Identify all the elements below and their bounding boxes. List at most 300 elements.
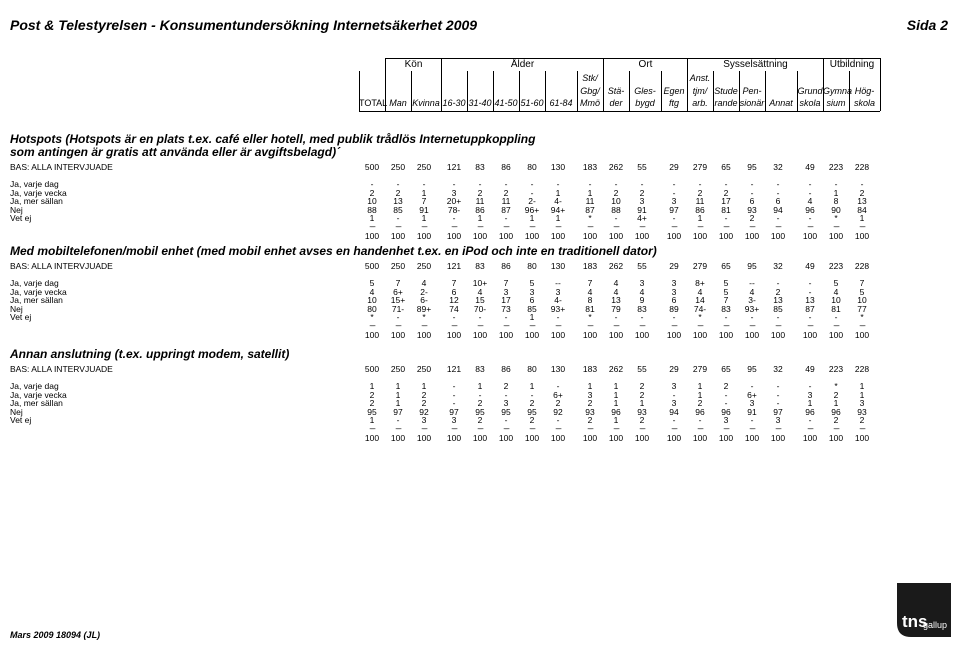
base-cell: 32 [773,261,783,271]
table-cell: - [672,389,676,400]
table-cell: 1 [859,213,865,224]
total-cell: 100 [416,231,432,241]
table-cell: 2 [639,187,645,198]
table-cell: 3- [748,295,756,306]
table-cell: 5 [833,278,839,288]
table-cell: 97 [669,204,679,215]
separator-dashes: ---- [671,224,677,231]
table-cell: 13 [805,295,815,306]
group-header: Sysselsättning [687,58,824,72]
table-cell: 93 [585,406,595,417]
table-cell: - [750,381,754,391]
table-cell: 13 [611,295,621,306]
table-cell: 87 [585,204,595,215]
table-cell: 3 [671,286,677,297]
base-cell: 250 [390,364,406,374]
separator-dashes: ---- [529,323,535,330]
base-cell: 223 [828,364,844,374]
table-cell: 96 [611,406,621,417]
column-header-line3: 61-84 [549,98,573,108]
total-cell: 100 [550,330,566,340]
table-cell: 1 [613,398,619,409]
table-cell: 2 [421,398,427,409]
column-header-line3: der [609,98,623,108]
table-cell: 12 [449,295,459,306]
table-cell: 5 [369,278,375,288]
base-cell: 32 [773,162,783,172]
table-cell: 1 [529,381,535,391]
table-cell: 4 [369,286,375,297]
table-cell: 7 [587,278,593,288]
table-cell: 2 [775,286,781,297]
table-cell: 1 [555,187,561,198]
table-cell: 89+ [416,303,432,314]
table-cell: - [556,179,560,189]
table-cell: - [640,312,644,323]
table-cell: 2 [639,381,645,391]
table-cell: 85 [393,204,403,215]
table-cell: 6 [749,196,755,207]
base-cell: 250 [416,261,432,271]
base-cell: 29 [669,364,679,374]
table-cell: 1 [613,389,619,400]
base-cell: 228 [854,261,870,271]
table-cell: - [776,187,780,198]
table-cell: - [530,187,534,198]
total-cell: 100 [364,433,380,443]
table-cell: - [452,213,456,224]
table-cell: 10 [831,295,841,306]
table-cell: 4 [421,278,427,288]
separator-dashes: ---- [369,323,375,330]
table-cell: * [698,312,702,323]
row-label: Ja, varje dag [10,179,59,189]
table-cell: 3 [421,415,427,426]
total-cell: 100 [416,433,432,443]
table-cell: 88 [611,204,621,215]
total-cell: 100 [498,330,514,340]
base-cell: 250 [390,261,406,271]
total-cell: 100 [634,330,650,340]
table-cell: 11 [695,196,705,207]
base-cell: 55 [637,261,647,271]
page-number: Sida 2 [906,17,948,33]
table-cell: 2 [477,187,483,198]
table-cell: 96+ [524,204,540,215]
separator-dashes: ---- [833,224,839,231]
base-cell: 29 [669,162,679,172]
table-cell: 2 [395,187,401,198]
table-cell: - [776,389,780,400]
separator-dashes: ---- [859,323,865,330]
separator-dashes: ---- [451,323,457,330]
table-cell: 3 [451,415,457,426]
base-cell: 55 [637,162,647,172]
table-cell: 97 [773,406,783,417]
separator-dashes: ---- [421,224,427,231]
total-cell: 100 [524,433,540,443]
table-cell: - [640,179,644,189]
table-cell: - [750,187,754,198]
table-cell: -- [555,278,561,288]
base-cell: 250 [416,162,432,172]
table-cell: 95 [501,406,511,417]
table-cell: 17 [721,196,731,207]
table-cell: - [808,312,812,323]
total-cell: 100 [390,330,406,340]
base-cell: 228 [854,162,870,172]
base-cell: 80 [527,162,537,172]
column-header-line2: Stude [714,86,738,96]
table-cell: 1 [697,213,703,224]
table-cell: 4 [639,286,645,297]
column-header-line3: rande [714,98,738,108]
table-cell: 2 [477,398,483,409]
column-header-line2: Egen [663,86,685,96]
table-cell: 3 [451,187,457,198]
table-cell: * [422,312,426,323]
total-cell: 100 [634,231,650,241]
table-cell: - [776,398,780,409]
table-cell: - [504,213,508,224]
total-cell: 100 [744,433,760,443]
table-cell: 96 [695,406,705,417]
separator-dashes: ---- [775,426,781,433]
separator-dashes: ---- [555,323,561,330]
table-cell: 4 [697,286,703,297]
total-cell: 100 [770,231,786,241]
separator-dashes: ---- [671,323,677,330]
column-header-line2: tjm/ [692,86,708,96]
table-cell: - [724,389,728,400]
separator-dashes: ---- [555,224,561,231]
column-header-line3: 51-60 [520,98,544,108]
table-cell: 7 [451,278,457,288]
column-header-line3: ftg [668,98,679,108]
row-label: Vet ej [10,312,32,323]
separator-dashes: ---- [451,224,457,231]
base-cell: 86 [501,261,511,271]
table-cell: 2 [369,187,375,198]
table-cell: 3 [859,398,865,409]
table-cell: 95 [527,406,537,417]
table-cell: 3 [639,278,645,288]
column-header-line2: Gles- [634,86,656,96]
table-cell: - [698,415,702,426]
separator-dashes: ---- [421,426,427,433]
separator-dashes: ---- [529,224,535,231]
total-cell: 100 [828,231,844,241]
separator-dashes: ---- [503,323,509,330]
base-cell: 279 [692,364,708,374]
logo-text-tns: tns [902,612,928,631]
table-cell: 6 [529,295,535,306]
table-cell: * [588,312,592,323]
table-cell: 1 [613,415,619,426]
base-cell: 500 [364,162,380,172]
table-cell: 1 [587,381,593,391]
table-cell: 1 [697,381,703,391]
separator-dashes: ---- [639,224,645,231]
table-cell: 2 [477,415,483,426]
table-cell: 10 [857,295,867,306]
separator-dashes: ---- [395,323,401,330]
group-header: Ort [603,58,688,72]
table-cell: 9 [639,295,645,306]
column-header-line3: arb. [692,98,708,108]
table-cell: 2 [587,415,593,426]
table-cell: 2 [723,187,729,198]
column-header-line3: 16-30 [442,98,466,108]
total-cell: 100 [692,330,708,340]
separator-dashes: ---- [807,426,813,433]
table-cell: 3 [807,389,813,400]
table-cell: 2 [859,187,865,198]
separator-dashes: ---- [723,224,729,231]
separator-dashes: ---- [697,224,703,231]
column-header-line2: Gymna [823,86,853,96]
table-cell: - [556,415,560,426]
table-cell: 74 [449,303,459,314]
column-header-line2: Pen- [742,86,762,96]
table-cell: - [452,179,456,189]
table-cell: - [724,179,728,189]
table-cell: 2 [697,187,703,198]
table-cell: 78- [447,204,461,215]
base-cell: 95 [747,261,757,271]
table-cell: 5 [859,286,865,297]
total-cell: 100 [472,330,488,340]
table-cell: 2 [529,398,535,409]
base-cell: 130 [550,261,566,271]
table-cell: 2 [749,213,755,224]
base-cell: 262 [608,364,624,374]
table-cell: 88 [367,204,377,215]
table-cell: 1 [859,381,865,391]
separator-dashes: ---- [477,323,483,330]
table-cell: 94 [669,406,679,417]
table-cell: - [530,179,534,189]
table-cell: 3 [639,196,645,207]
table-cell: - [452,398,456,409]
table-cell: 3 [503,286,509,297]
separator-dashes: ---- [807,323,813,330]
table-cell: - [452,389,456,400]
base-cell: 32 [773,364,783,374]
report-title: Post & Telestyrelsen - Konsumentundersökning Internetsäkerhet 2009 [10,17,478,33]
table-cell: 2 [639,389,645,400]
total-cell: 100 [744,330,760,340]
total-cell: 100 [666,231,682,241]
separator-dashes: ---- [587,323,593,330]
table-cell: 6- [420,295,428,306]
table-cell: 77 [857,303,867,314]
base-cell: 121 [446,162,462,172]
table-cell: 97 [449,406,459,417]
total-cell: 100 [446,330,462,340]
total-cell: 100 [446,231,462,241]
table-cell: 1 [529,312,535,323]
table-cell: 6 [671,295,677,306]
table-cell: 2 [639,415,645,426]
table-cell: 10 [611,196,621,207]
total-cell: 100 [608,433,624,443]
table-cell: 96 [805,204,815,215]
base-cell: 121 [446,261,462,271]
table-cell: 3 [529,286,535,297]
column-header-line3: Kvinna [412,98,440,108]
column-header-line3: sionär [739,98,765,108]
table-cell: - [834,312,838,323]
base-cell: 279 [692,261,708,271]
total-cell: 100 [666,330,682,340]
base-cell: 500 [364,261,380,271]
column-header-line3: 41-50 [494,98,518,108]
table-cell: 87 [501,204,511,215]
table-cell: 3 [671,381,677,391]
base-cell: 95 [747,364,757,374]
table-cell: - [396,213,400,224]
table-cell: 93 [637,406,647,417]
table-cell: 1 [697,389,703,400]
separator-dashes: ---- [775,323,781,330]
column-header-line3: bygd [635,98,655,108]
base-cell: 83 [475,162,485,172]
table-cell: - [808,381,812,391]
table-cell: 7 [395,278,401,288]
base-cell: 83 [475,364,485,374]
separator-dashes: ---- [503,224,509,231]
row-label: Vet ej [10,213,32,224]
table-cell: - [776,278,780,288]
total-cell: 100 [634,433,650,443]
table-cell: 1 [859,389,865,400]
row-label: Ja, varje vecka [10,389,67,400]
table-cell: 3 [671,196,677,207]
table-cell: 5 [723,286,729,297]
table-cell: 2 [859,415,865,426]
table-cell: -- [749,278,755,288]
total-cell: 100 [802,330,818,340]
table-cell: 10 [367,295,377,306]
base-cell: 49 [805,162,815,172]
separator-dashes: ---- [477,426,483,433]
table-cell: - [808,278,812,288]
table-cell: 8+ [695,278,705,288]
row-label: Ja, mer sällan [10,295,63,306]
table-cell: - [750,179,754,189]
base-label: BAS: ALLA INTERVJUADE [10,261,113,271]
tns-gallup-logo [897,583,951,637]
total-cell: 100 [390,433,406,443]
total-cell: 100 [582,433,598,443]
table-cell: 93 [857,406,867,417]
question-title: Annan anslutning (t.ex. uppringt modem, satellit) [10,347,290,361]
table-cell: 70- [473,303,487,314]
table-cell: 92 [553,406,563,417]
column-divider [880,71,881,111]
total-cell: 100 [390,231,406,241]
table-cell: 2 [369,398,375,409]
table-cell: - [530,389,534,400]
table-cell: 1 [369,415,375,426]
table-cell: 2 [503,187,509,198]
table-cell: 17 [501,295,511,306]
table-cell: 10+ [472,278,488,288]
base-cell: 80 [527,261,537,271]
table-cell: - [614,179,618,189]
separator-dashes: ---- [859,426,865,433]
table-cell: 89 [669,303,679,314]
table-cell: - [724,213,728,224]
table-cell: 1 [477,213,483,224]
separator-dashes: ---- [639,323,645,330]
total-cell: 100 [692,231,708,241]
row-label: Nej [10,303,23,314]
table-cell: 1 [395,381,401,391]
table-cell: - [478,179,482,189]
total-cell: 100 [472,433,488,443]
total-cell: 100 [802,231,818,241]
table-cell: 4 [613,286,619,297]
table-cell: - [614,213,618,224]
table-cell: 10 [367,196,377,207]
column-header-line3: 31-40 [468,98,492,108]
table-cell: 13 [773,295,783,306]
group-header: Ålder [441,58,604,72]
total-cell: 100 [550,231,566,241]
table-cell: 94 [773,204,783,215]
table-cell: 3 [775,415,781,426]
table-cell: 6+ [553,389,563,400]
base-cell: 86 [501,364,511,374]
total-cell: 100 [692,433,708,443]
base-cell: 29 [669,261,679,271]
separator-dashes: ---- [369,224,375,231]
total-cell: 100 [854,231,870,241]
separator-dashes: ---- [421,323,427,330]
row-label: Ja, varje dag [10,278,59,288]
table-cell: 3 [723,415,729,426]
table-cell: - [422,179,426,189]
base-cell: 250 [416,364,432,374]
separator-dashes: ---- [529,426,535,433]
table-cell: * [370,312,374,323]
total-cell: 100 [416,330,432,340]
table-cell: 1 [529,213,535,224]
table-cell: 2 [555,398,561,409]
question-title: Hotspots (Hotspots är en plats t.ex. café eller hotell, med publik trådlös Internetuppkoppling [10,132,536,146]
table-cell: 13 [393,196,403,207]
table-cell: 1 [477,381,483,391]
table-cell: 1 [395,389,401,400]
base-cell: 65 [721,261,731,271]
row-label: Ja, varje dag [10,381,59,391]
group-header: Kön [385,58,442,72]
separator-dashes: ---- [723,426,729,433]
table-cell: - [750,312,754,323]
table-cell: - [776,312,780,323]
total-cell: 100 [854,330,870,340]
total-cell: 100 [550,433,566,443]
table-cell: 87 [805,303,815,314]
total-cell: 100 [582,231,598,241]
table-cell: - [776,179,780,189]
separator-dashes: ---- [587,224,593,231]
table-cell: 6 [451,286,457,297]
table-cell: - [672,179,676,189]
table-cell: 1 [421,213,427,224]
